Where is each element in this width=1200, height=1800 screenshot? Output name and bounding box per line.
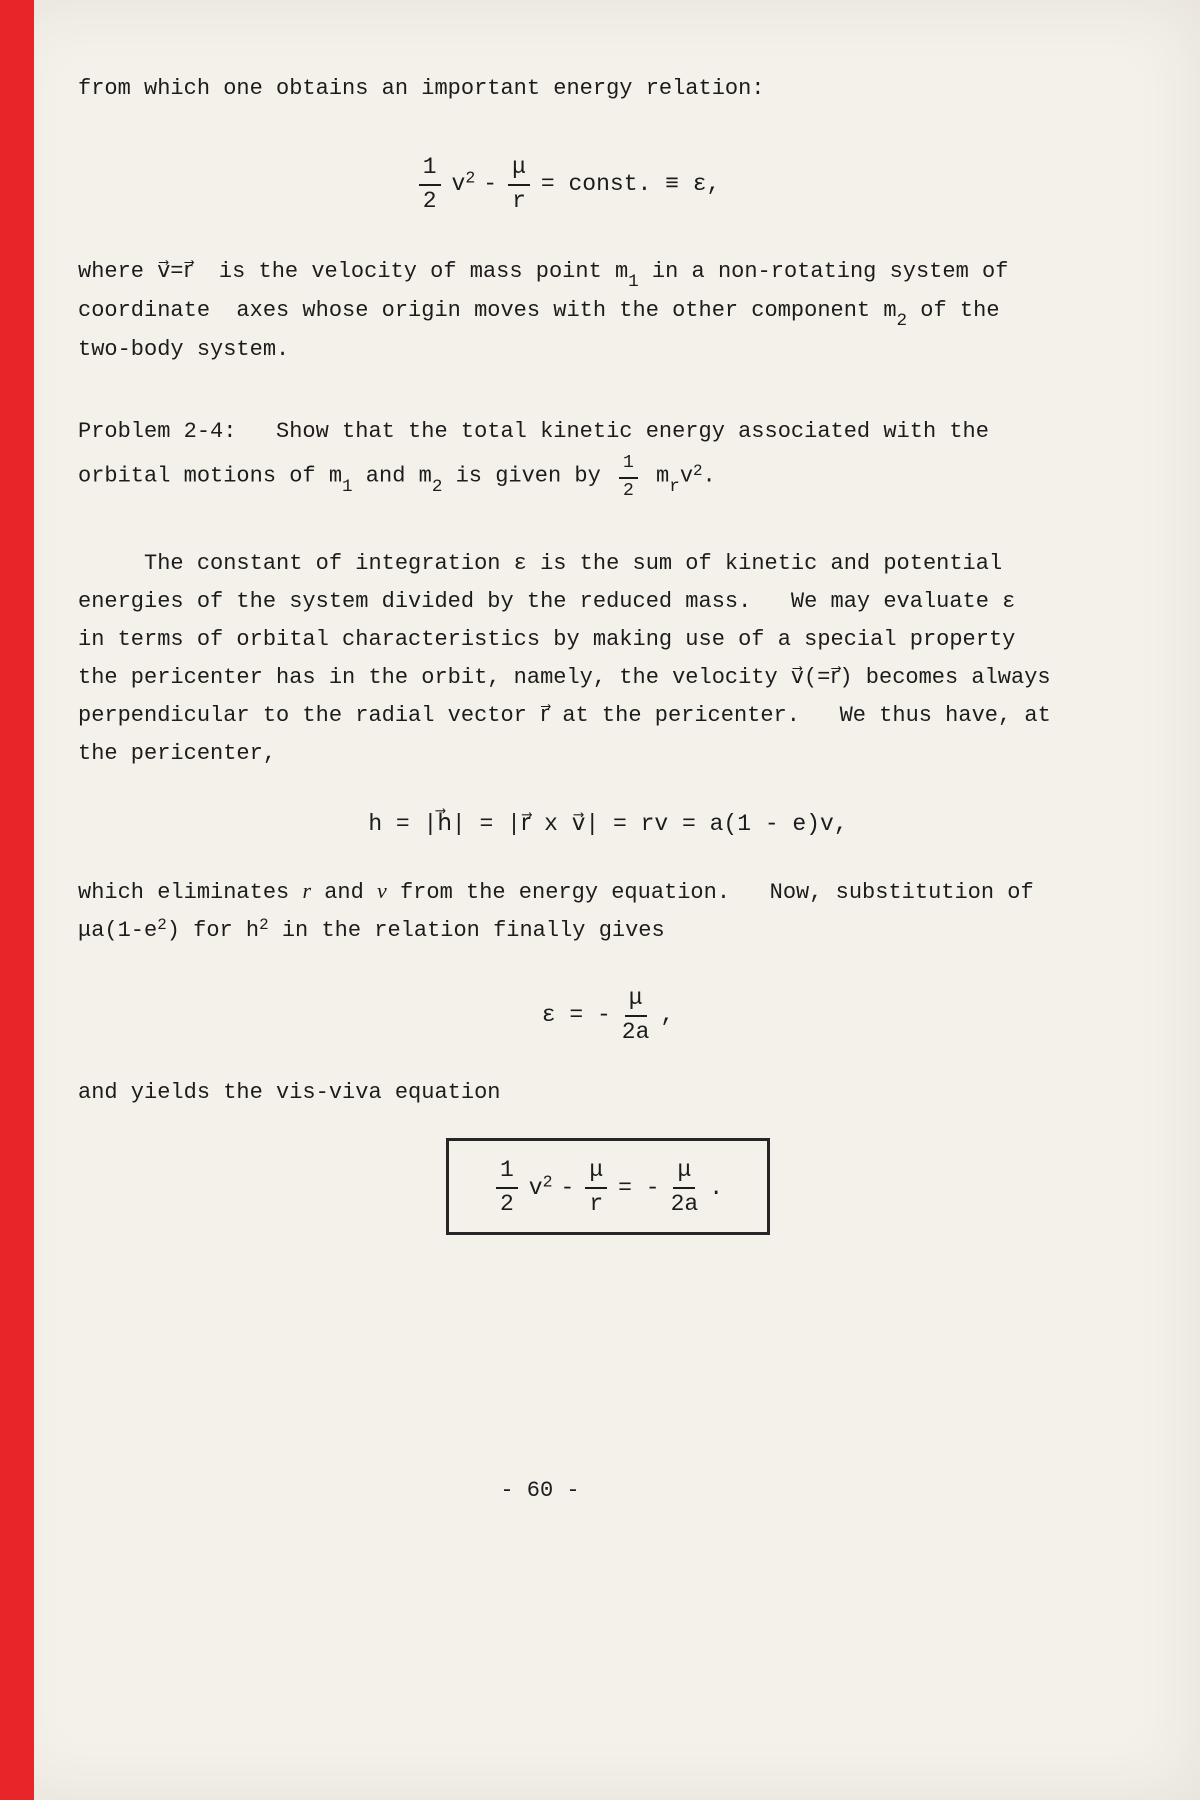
epsilon-equation	[78, 985, 1138, 1046]
v-symbol: v	[679, 463, 694, 489]
period: .	[709, 1174, 724, 1201]
fraction-denominator: r	[589, 1190, 604, 1217]
one-half-fraction	[496, 1157, 518, 1218]
subscript-1: 1	[628, 271, 639, 292]
intro-line: from which one obtains an important energy relation:	[78, 76, 765, 101]
elimination-paragraph	[78, 872, 1138, 951]
subscript-2: 2	[896, 310, 908, 331]
v-squared-term	[528, 1172, 553, 1201]
mu-over-r-fraction	[585, 1157, 607, 1218]
text-run: ) for h	[166, 918, 260, 944]
paragraph-line: the pericenter has in the orbit, namely, the velocity v⃗(=r⃗) becomes always	[78, 664, 1051, 690]
subscript-1: 1	[342, 476, 353, 497]
problem-2-4-paragraph	[78, 413, 1138, 500]
fraction-numerator: 1	[496, 1157, 518, 1189]
paragraph-line	[78, 253, 1138, 292]
constant-of-integration-paragraph	[78, 545, 1138, 773]
paragraph-line: in terms of orbital characteristics by making use of a special property	[78, 626, 1016, 652]
text-run: is given by	[442, 463, 615, 489]
paragraph-line: The constant of integration ε is the sum of kinetic and potential	[78, 550, 1003, 576]
paragraph-line	[78, 451, 1138, 500]
velocity-vector-notation: v⃗=r⃗	[157, 259, 193, 285]
paragraph-line: perpendicular to the radial vector r⃗ at the pericenter. We thus have, at	[78, 702, 1051, 728]
fraction-numerator: 1	[419, 154, 441, 186]
scan-edge-stripe	[0, 0, 34, 1800]
fraction-numerator: μ	[585, 1157, 607, 1189]
vis-viva-box-wrapper	[78, 1138, 1138, 1235]
exponent-2: 2	[157, 915, 167, 934]
paragraph-line	[78, 912, 1138, 951]
subscript-2: 2	[431, 476, 443, 497]
text-run: orbital motions of m	[78, 463, 343, 489]
v-squared-term	[451, 168, 476, 199]
text-run: and	[311, 880, 378, 906]
fraction-numerator: μ	[508, 154, 530, 186]
fraction-denominator: 2	[623, 480, 634, 501]
paragraph-line	[78, 872, 1138, 912]
vis-viva-lead-line: and yields the vis-viva equation	[78, 1080, 501, 1106]
page-number: - 60 -	[500, 1478, 580, 1503]
minus-sign: -	[560, 1174, 575, 1201]
fraction-numerator: 1	[619, 453, 638, 479]
equation-lead: ε = -	[541, 1001, 611, 1028]
text-run: is the velocity of mass point m	[192, 259, 629, 285]
page-content	[78, 70, 1138, 1235]
text-run: in the relation finally gives	[268, 918, 665, 944]
v-symbol: v	[528, 1174, 543, 1201]
subscript-r: r	[669, 476, 680, 497]
fraction-denominator: r	[512, 187, 526, 214]
angular-momentum-equation: h = |h⃗| = |r⃗ x v⃗| = rv = a(1 - e)v,	[368, 810, 848, 837]
text-run: coordinate axes whose origin moves with the other component m	[78, 298, 897, 324]
exponent-2: 2	[259, 915, 269, 934]
v-symbol: v	[451, 170, 466, 197]
italic-r-variable: r	[302, 878, 311, 904]
paragraph-line: two-body system.	[78, 337, 290, 363]
paragraph-line: the pericenter,	[78, 740, 277, 766]
where-paragraph	[78, 253, 1138, 369]
italic-v-variable: v	[377, 878, 387, 904]
fraction-denominator: 2a	[670, 1190, 699, 1217]
equation-tail: = const. ≡ ε,	[540, 170, 721, 197]
exponent-2: 2	[465, 168, 476, 188]
text-run: in a non-rotating system of	[638, 259, 1009, 285]
fraction-denominator: 2a	[621, 1018, 650, 1045]
mu-over-2a-fraction	[671, 1157, 699, 1218]
text-run: from the energy equation. Now, substitution of	[386, 880, 1034, 906]
text-run: of the	[907, 298, 1000, 324]
mu-over-2a-fraction	[622, 985, 650, 1046]
exponent-2: 2	[542, 1172, 553, 1192]
m-symbol: m	[642, 463, 670, 489]
text-run: where	[78, 259, 158, 285]
vis-viva-equation-box	[446, 1138, 770, 1235]
text-run: and m	[352, 463, 432, 489]
mu-over-r-fraction	[508, 154, 530, 215]
fraction-denominator: 2	[422, 187, 437, 214]
exponent-2: 2	[693, 461, 703, 480]
fraction-denominator: 2	[499, 1190, 514, 1217]
fraction-numerator: μ	[673, 1157, 695, 1189]
text-run: μa(1-e	[78, 918, 158, 944]
text-run: .	[702, 463, 716, 489]
energy-relation-equation	[78, 154, 1058, 215]
fraction-numerator: μ	[625, 985, 647, 1017]
equals-minus: = -	[618, 1174, 660, 1201]
paragraph-line: energies of the system divided by the reduced mass. We may evaluate ε	[78, 588, 1016, 614]
paragraph-line	[78, 292, 1138, 331]
minus-sign: -	[483, 170, 498, 197]
one-half-fraction	[419, 154, 441, 215]
equation-tail: ,	[660, 1001, 675, 1028]
paragraph-line: Problem 2-4: Show that the total kinetic energy associated with the	[78, 419, 989, 445]
one-half-fraction	[619, 453, 638, 502]
text-run: which eliminates	[78, 880, 303, 906]
